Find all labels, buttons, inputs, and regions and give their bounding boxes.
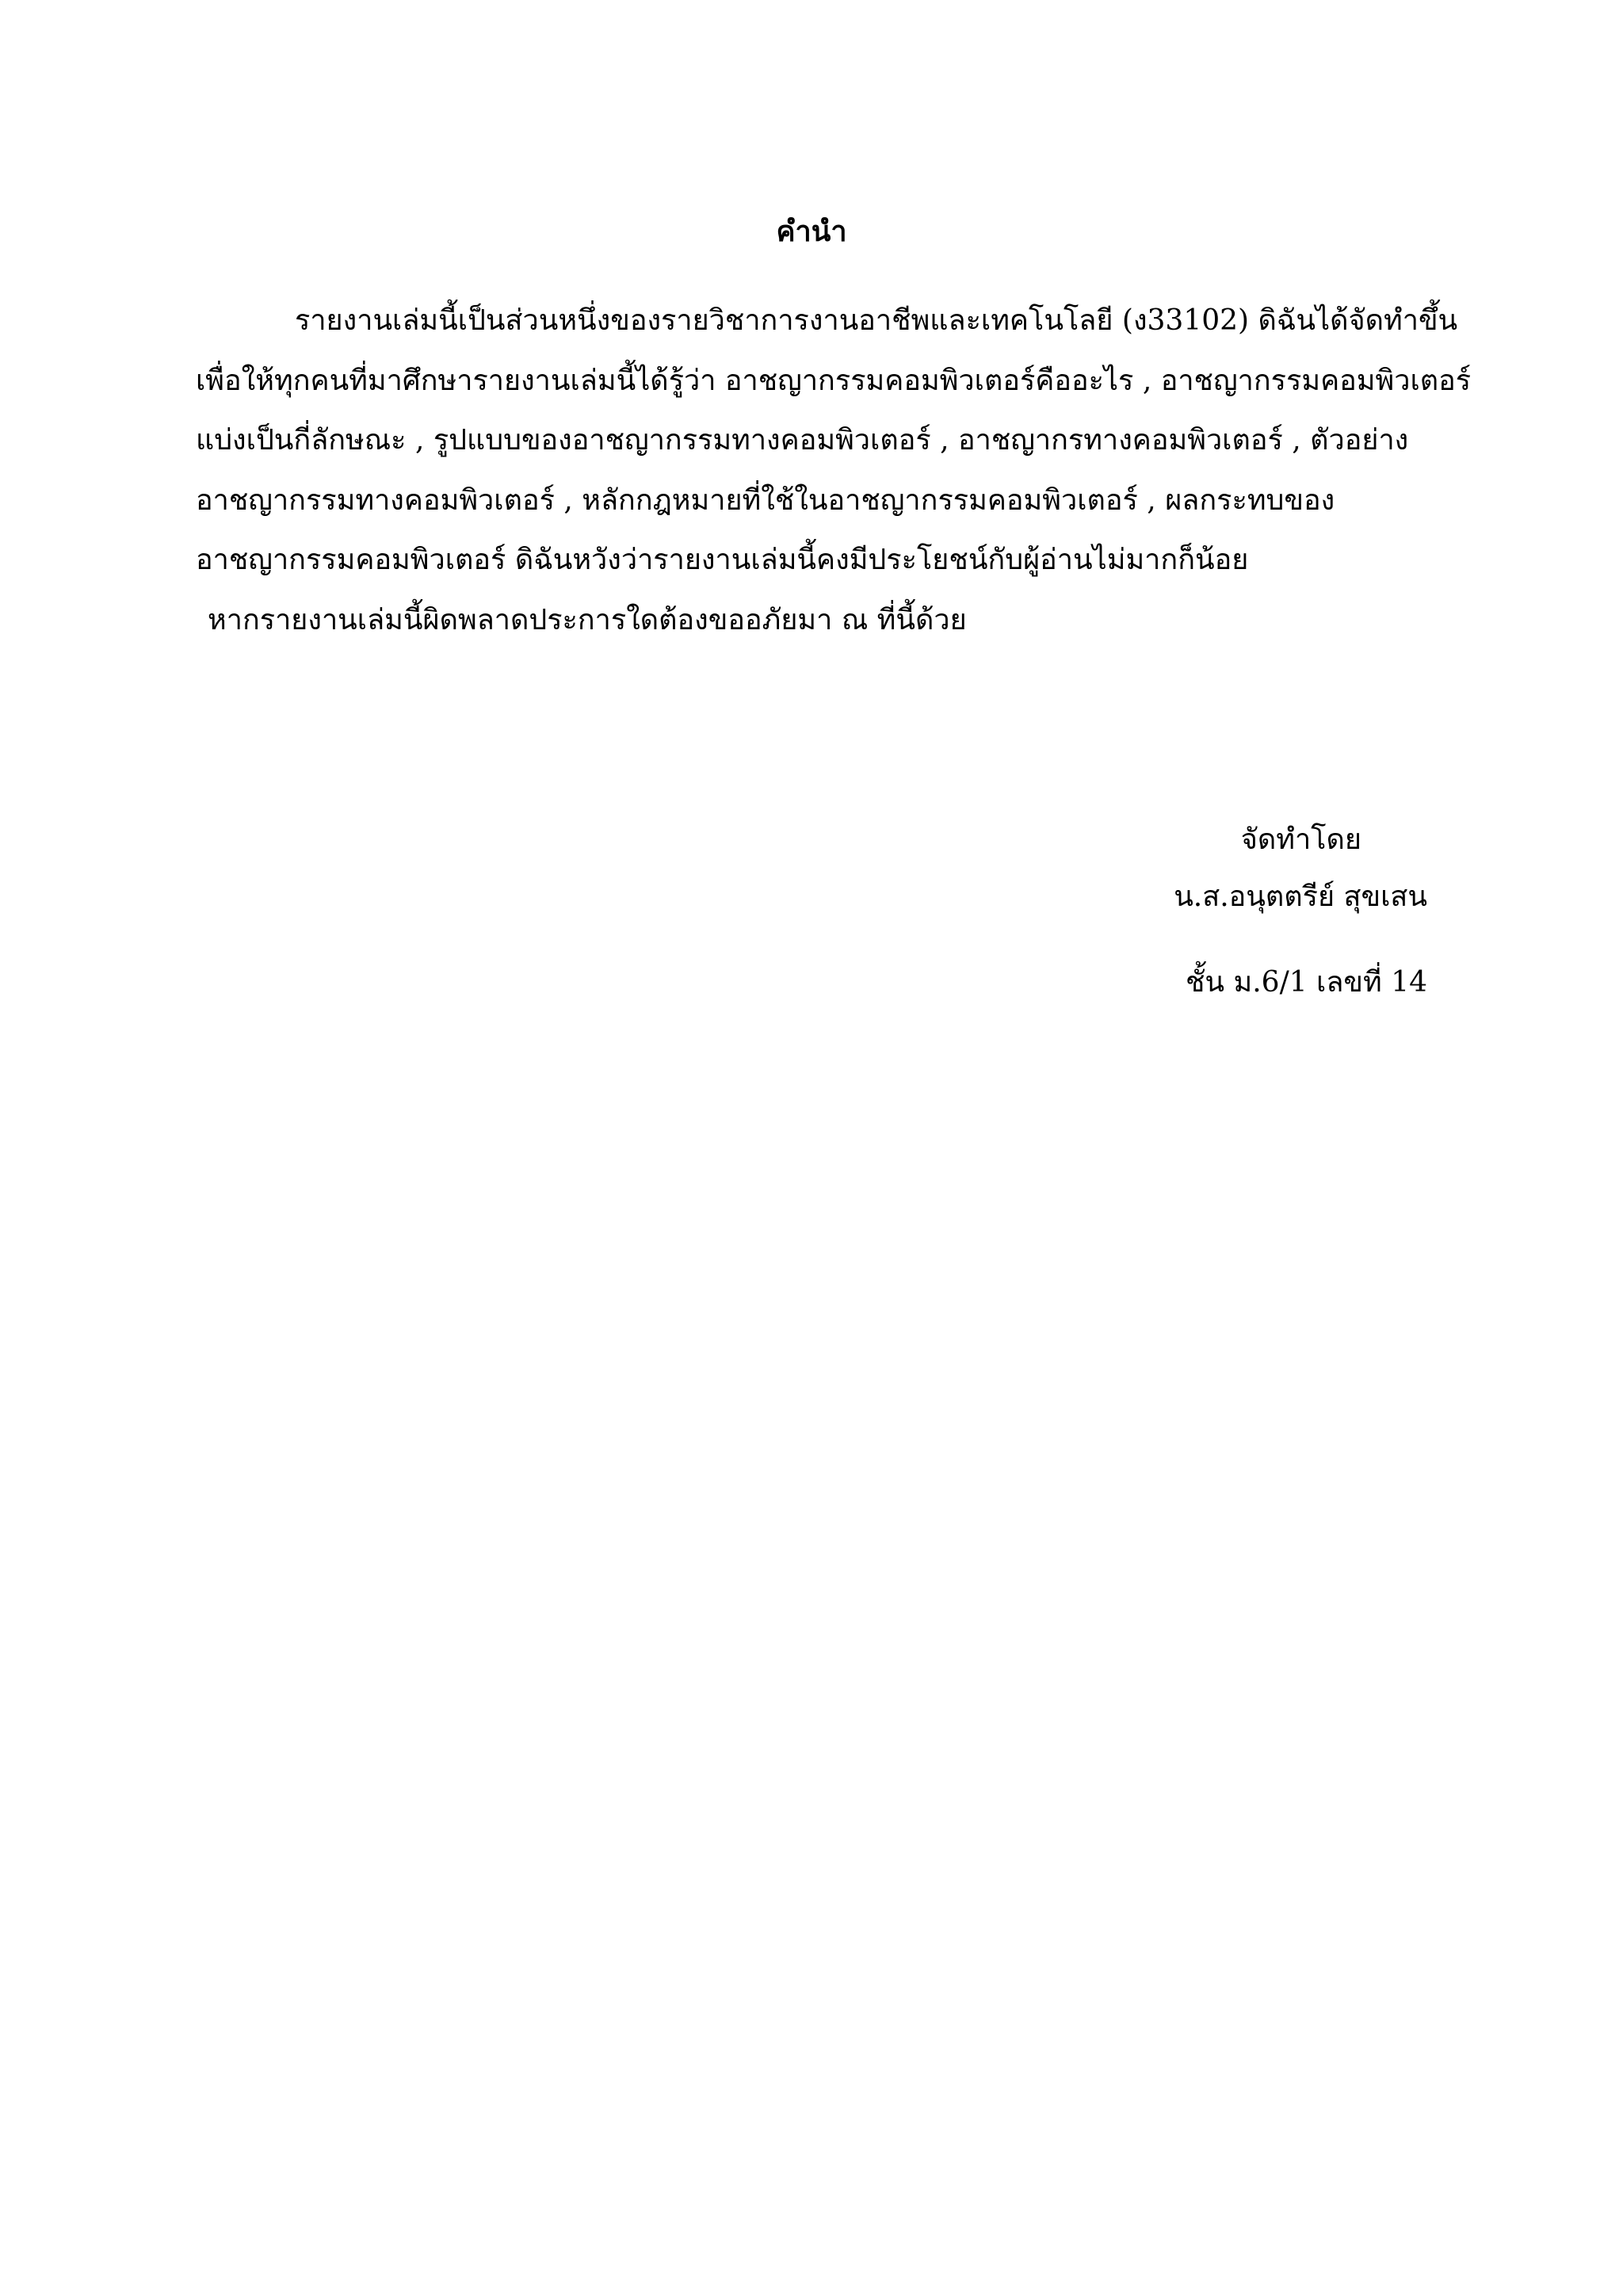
- page-title: คำนำ: [776, 215, 847, 248]
- prepared-by-label: จัดทำโดย: [1240, 823, 1361, 856]
- body-line-1: รายงานเล่มนี้เป็นส่วนหนึ่งของรายวิชาการงานอาชีพและเทคโนโลยี (ง33102) ดิฉันได้จัดทำขึ้น: [295, 304, 1458, 337]
- body-line-5: อาชญากรรมคอมพิวเตอร์ ดิฉันหวังว่ารายงานเล่มนี้คงมีประโยชน์กับผู้อ่านไม่มากก็น้อย: [196, 544, 1249, 576]
- class-info: ชั้น ม.6/1 เลขที่ 14: [1186, 966, 1427, 999]
- author-name: น.ส.อนุตตรีย์ สุขเสน: [1174, 881, 1427, 913]
- body-line-6: หากรายงานเล่มนี้ผิดพลาดประการใดต้องขออภัยมา ณ ที่นี้ด้วย: [208, 604, 967, 636]
- body-line-4: อาชญากรรมทางคอมพิวเตอร์ , หลักกฎหมายที่ใช้ในอาชญากรรมคอมพิวเตอร์ , ผลกระทบของ: [196, 484, 1335, 517]
- body-line-2: เพื่อให้ทุกคนที่มาศึกษารายงานเล่มนี้ได้รู้ว่า อาชญากรรมคอมพิวเตอร์คืออะไร , อาชญากรรมคอมพิวเตอร์: [196, 365, 1472, 397]
- body-line-3: แบ่งเป็นกี่ลักษณะ , รูปแบบของอาชญากรรมทางคอมพิวเตอร์ , อาชญากรทางคอมพิวเตอร์ , ตัวอย่าง: [196, 424, 1409, 457]
